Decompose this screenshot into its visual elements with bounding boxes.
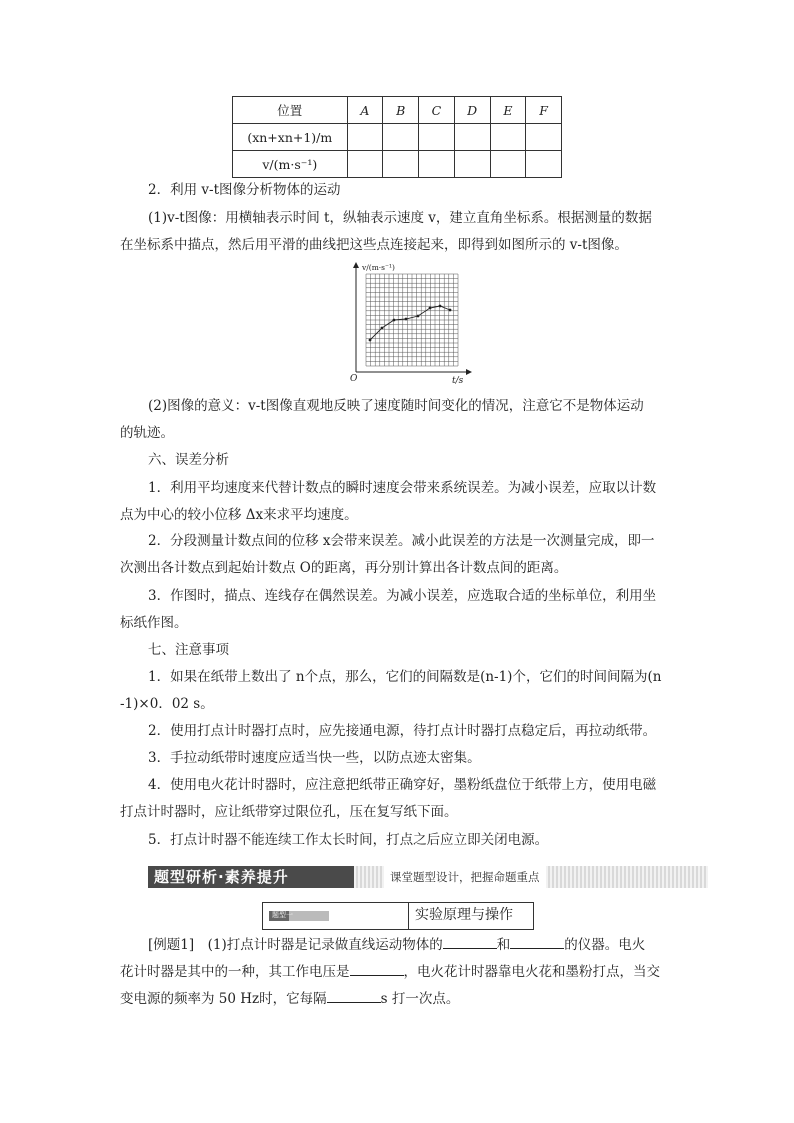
topic-tag-text: 题型一 — [272, 911, 293, 919]
example-l1c: 的仪器。电火 — [564, 937, 646, 953]
table-cell — [419, 151, 455, 178]
table-cell — [490, 124, 526, 151]
data-point — [439, 305, 442, 308]
note1-line1: 1．如果在纸带上数出了 n个点，那么，它们的间隔数是(n-1)个，它们的时间间隔为(n — [148, 669, 662, 685]
data-point — [369, 339, 372, 342]
table-col-c: C — [419, 97, 455, 124]
table-cell — [347, 151, 383, 178]
note4-line1: 4．使用电火花计时器时，应注意把纸带正确穿好，墨粉纸盘位于纸带上方，使用电磁 — [148, 777, 657, 793]
topic-label: 实验原理与操作 — [408, 903, 513, 929]
topic-box — [262, 902, 534, 930]
data-point — [381, 327, 384, 330]
table-col-e: E — [490, 97, 526, 124]
vt-graph — [340, 258, 480, 388]
table-cell — [383, 124, 419, 151]
table-col-a: A — [347, 97, 383, 124]
error3-line2: 标纸作图。 — [120, 615, 188, 631]
table-cell — [526, 151, 562, 178]
banner-title: 题型研析·素养提升 — [148, 866, 354, 888]
answer-blank-3[interactable] — [350, 961, 404, 976]
table-cell — [454, 151, 490, 178]
note4-line2: 打点计时器时，应让纸带穿过限位孔，压在复写纸下面。 — [120, 804, 458, 820]
answer-blank-4[interactable] — [327, 988, 381, 1003]
note5: 5．打点计时器不能连续工作太长时间，打点之后应立即关闭电源。 — [148, 832, 549, 848]
table-cell — [454, 124, 490, 151]
error2-line2: 次测出各计数点到起始计数点 O的距离，再分别计算出各计数点间的距离。 — [120, 560, 568, 576]
note1-line2: -1)×0．02 s。 — [120, 696, 214, 712]
error2-line1: 2．分段测量计数点间的位移 x会带来误差。减小此误差的方法是一次测量完成，即一 — [148, 533, 655, 549]
section-banner — [148, 866, 708, 888]
example-l3a: 变电源的频率为 50 Hz时，它每隔 — [120, 991, 327, 1007]
p2-line2: 的轨迹。 — [120, 425, 174, 441]
section2-title: 2．利用 v-t图像分析物体的运动 — [148, 182, 341, 198]
table-col-f: F — [526, 97, 562, 124]
table-row-displacement-label: (xn+xn+1)/m — [233, 124, 348, 151]
example-l1b: 和 — [496, 937, 511, 953]
data-point — [429, 307, 432, 310]
example-l2a: 花计时器是其中的一种，其工作电压是 — [120, 964, 350, 980]
position-velocity-table — [232, 96, 562, 178]
x-axis-label: t/s — [452, 376, 464, 386]
graph-grid — [366, 274, 458, 366]
example-line2 — [120, 961, 660, 982]
table-cell — [526, 124, 562, 151]
example-line3 — [120, 988, 650, 1009]
table-header-label: 位置 — [233, 97, 348, 124]
data-point — [417, 315, 420, 318]
table-col-b: B — [383, 97, 419, 124]
example-l3b: s 打一次点。 — [380, 991, 460, 1007]
p1-line2: 在坐标系中描点，然后用平滑的曲线把这些点连接起来，即得到如图所示的 v-t图像。 — [120, 237, 628, 253]
data-point — [405, 318, 408, 321]
banner-subtitle: 课堂题型设计，把握命题重点 — [384, 866, 546, 888]
table-cell — [419, 124, 455, 151]
error1-line1: 1．利用平均速度来代替计数点的瞬时速度会带来系统误差。为减小误差，应取以计数 — [148, 480, 657, 496]
y-axis-label: v/(m·s⁻¹) — [362, 263, 395, 272]
note3: 3．手拉动纸带时速度应适当快一些，以防点迹太密集。 — [148, 750, 481, 766]
heading-error-analysis: 六、误差分析 — [148, 452, 229, 468]
origin-label: O — [350, 374, 358, 384]
answer-blank-2[interactable] — [510, 934, 564, 949]
p2-line1: (2)图像的意义：v-t图像直观地反映了速度随时间变化的情况，注意它不是物体运动 — [148, 398, 644, 414]
topic-tag — [269, 911, 329, 921]
data-point — [393, 319, 396, 322]
note2: 2．使用打点计时器打点时，应先接通电源，待打点计时器打点稳定后，再拉动纸带。 — [148, 723, 657, 739]
table-col-d: D — [454, 97, 490, 124]
table-row — [233, 124, 562, 151]
table-header-row — [233, 97, 562, 124]
table-cell — [490, 151, 526, 178]
example-l1a: [例题1] (1)打点计时器是记录做直线运动物体的 — [148, 937, 443, 953]
example-l2b: ，电火花计时器靠电火花和墨粉打点，当交 — [403, 964, 660, 980]
answer-blank-1[interactable] — [443, 934, 497, 949]
p1-line1: (1)v-t图像：用横轴表示时间 t，纵轴表示速度 v，建立直角坐标系。根据测量的数据 — [148, 210, 652, 226]
table-cell — [347, 124, 383, 151]
table-row — [233, 151, 562, 178]
data-point — [449, 309, 452, 312]
y-axis-arrow — [353, 262, 359, 268]
heading-precautions: 七、注意事项 — [148, 642, 229, 658]
error3-line1: 3．作图时，描点、连线存在偶然误差。为减小误差，应选取合适的坐标单位，利用坐 — [148, 588, 657, 604]
example-line1 — [148, 934, 678, 955]
error1-line2: 点为中心的较小位移 Δx来求平均速度。 — [120, 507, 358, 523]
x-axis-arrow — [466, 369, 472, 375]
table-cell — [383, 151, 419, 178]
vt-curve — [370, 306, 450, 340]
table-row-velocity-label: v/(m·s⁻¹) — [233, 151, 348, 178]
